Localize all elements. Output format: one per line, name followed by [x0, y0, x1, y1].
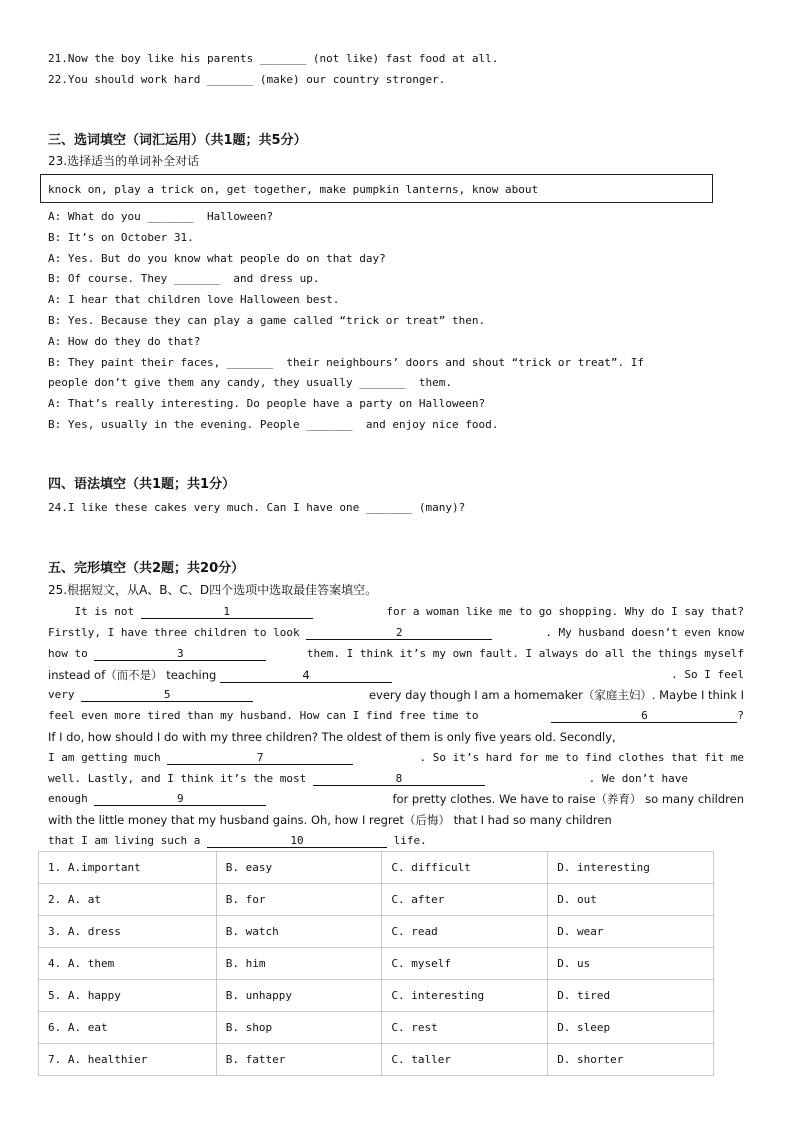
dialogue-line: A: How do they do that?	[48, 335, 201, 348]
blank-10[interactable]: 10	[207, 834, 387, 848]
dialogue-line: B: They paint their faces, _______ their neighbours’ doors and shout “trick or treat”. If	[48, 356, 645, 369]
option-d[interactable]: D. tired	[548, 980, 714, 1012]
dialogue-line: A: That’s really interesting. Do people have a party on Halloween?	[48, 397, 486, 410]
option-c[interactable]: C. interesting	[382, 980, 548, 1012]
option-a[interactable]: 3. A. dress	[39, 916, 217, 948]
option-c[interactable]: C. read	[382, 916, 548, 948]
option-a[interactable]: 2. A. at	[39, 884, 217, 916]
option-b[interactable]: B. for	[216, 884, 382, 916]
option-row	[39, 884, 714, 916]
passage-line: well. Lastly, and I think it’s the most 8 . We don’t have	[48, 772, 688, 785]
option-row	[39, 1012, 714, 1044]
passage-line: Firstly, I have three children to look 2 . My husband doesn’t even know	[48, 626, 744, 639]
option-c[interactable]: C. difficult	[382, 852, 548, 884]
blank-2[interactable]: 2	[306, 626, 492, 640]
blank-5[interactable]: 5	[81, 688, 253, 702]
passage-line: that I am living such a 10 life.	[48, 834, 427, 847]
word-bank-text: knock on, play a trick on, get together, make pumpkin lanterns, know about	[48, 183, 539, 196]
blank-3[interactable]: 3	[94, 647, 266, 661]
passage-line: I am getting much 7 . So it’s hard for me to find clothes that fit me	[48, 751, 744, 764]
option-b[interactable]: B. him	[216, 948, 382, 980]
blank-4[interactable]: 4	[220, 669, 392, 683]
dialogue-line: B: Of course. They _______ and dress up.	[48, 272, 320, 285]
option-a[interactable]: 6. A. eat	[39, 1012, 217, 1044]
dialogue-line: B: Yes. Because they can play a game called “trick or treat” then.	[48, 314, 486, 327]
option-row	[39, 980, 714, 1012]
blank-9[interactable]: 9	[94, 792, 266, 806]
option-b[interactable]: B. easy	[216, 852, 382, 884]
passage-line: feel even more tired than my husband. How can I find free time to 6 ?	[48, 709, 744, 722]
dialogue-line: B: It’s on October 31.	[48, 231, 194, 244]
option-d[interactable]: D. out	[548, 884, 714, 916]
option-d[interactable]: D. sleep	[548, 1012, 714, 1044]
passage-line: how to 3 them. I think it’s my own fault. I always do all the things myself	[48, 647, 744, 660]
question-24: 24.I like these cakes very much. Can I have one _______ (many)?	[48, 501, 466, 514]
dialogue-line: A: What do you _______ Halloween?	[48, 210, 274, 223]
option-d[interactable]: D. us	[548, 948, 714, 980]
option-b[interactable]: B. shop	[216, 1012, 382, 1044]
option-c[interactable]: C. rest	[382, 1012, 548, 1044]
option-b[interactable]: B. fatter	[216, 1044, 382, 1076]
section-4-heading: 四、语法填空（共1题；共1分）	[48, 477, 236, 492]
option-c[interactable]: C. taller	[382, 1044, 548, 1076]
options-table	[38, 851, 714, 1076]
section-5-instruction: 25.根据短文，从A、B、C、D四个选项中选取最佳答案填空。	[48, 583, 378, 597]
dialogue-line: B: Yes, usually in the evening. People _______ and enjoy nice food.	[48, 418, 499, 431]
option-c[interactable]: C. myself	[382, 948, 548, 980]
option-d[interactable]: D. wear	[548, 916, 714, 948]
option-row	[39, 916, 714, 948]
option-b[interactable]: B. unhappy	[216, 980, 382, 1012]
question-21: 21.Now the boy like his parents _______ (not like) fast food at all.	[48, 52, 499, 65]
option-a[interactable]: 1. A.important	[39, 852, 217, 884]
section-3-instruction: 23.选择适当的单词补全对话	[48, 154, 200, 168]
option-d[interactable]: D. interesting	[548, 852, 714, 884]
passage-line: enough 9 for pretty clothes. We have to raise（养育） so many children	[48, 792, 744, 806]
option-row	[39, 1044, 714, 1076]
section-5-heading: 五、完形填空（共2题；共20分）	[48, 561, 245, 576]
question-22: 22.You should work hard _______ (make) our country stronger.	[48, 73, 446, 86]
option-row	[39, 948, 714, 980]
option-a[interactable]: 5. A. happy	[39, 980, 217, 1012]
blank-6[interactable]: 6	[551, 709, 737, 723]
passage-line: very 5 every day though I am a homemaker（家庭主妇）. Maybe I think I	[48, 688, 744, 702]
blank-1[interactable]: 1	[141, 605, 313, 619]
blank-7[interactable]: 7	[167, 751, 353, 765]
option-c[interactable]: C. after	[382, 884, 548, 916]
option-a[interactable]: 4. A. them	[39, 948, 217, 980]
passage-line: It is not 1 for a woman like me to go shopping. Why do I say that?	[48, 605, 744, 618]
option-a[interactable]: 7. A. healthier	[39, 1044, 217, 1076]
section-3-heading: 三、选词填空（词汇运用）（共1题；共5分）	[48, 133, 307, 148]
option-row	[39, 852, 714, 884]
blank-8[interactable]: 8	[313, 772, 485, 786]
passage-line: If I do, how should I do with my three children? The oldest of them is only five years old. Secondly,	[48, 730, 616, 744]
dialogue-line: A: I hear that children love Halloween best.	[48, 293, 340, 306]
dialogue-line: A: Yes. But do you know what people do on that day?	[48, 252, 386, 265]
passage-line: with the little money that my husband gains. Oh, how I regret（后悔） that I had so many children	[48, 813, 612, 827]
option-b[interactable]: B. watch	[216, 916, 382, 948]
option-d[interactable]: D. shorter	[548, 1044, 714, 1076]
dialogue-line: people don’t give them any candy, they usually _______ them.	[48, 376, 452, 389]
passage-line: instead of（而不是） teaching 4 . So I feel	[48, 668, 744, 682]
word-bank-box	[40, 174, 713, 203]
